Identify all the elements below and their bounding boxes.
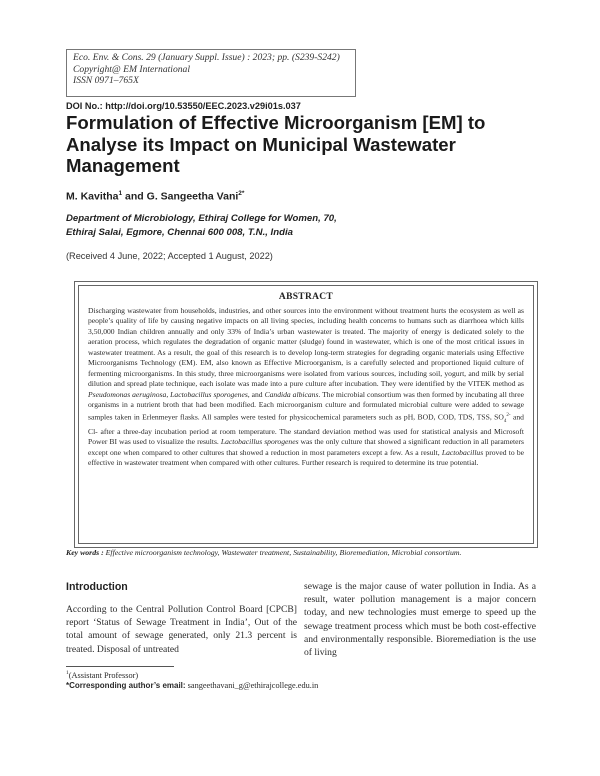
- abstract-part-1: Discharging wastewater from households, industries, and other sources into the environment without treatment hurts the ecosystem as well as people’s quality of life by causing negative impacts on all living species, including health concerns to humans such as diarrhoea which kills 3,50,000 Indian children annually and only 33% of India’s urban wastewater is treated. The majority of energy is dedicated solely to the aeration process, which regulates the degradation of organic matter (sludge) found in wastewater, which is one of the most critical issues in wastewater treatment. As a result, the goal of this research is to develop long-term strategies for degrading organic materials using Effective Microorganisms Technology (EM). EM, also known as Effective Microorganism, is a carefully selected and proportioned liquid culture of fermenting microorganisms. In this study, three microorganisms were isolated from various sources, including soil, yogurt, and milk by serial dilution and spread plate technique, each isolate was made into a pure culture after incubation. They were identified by the VITEK method as: [88, 306, 524, 389]
- sulfate-superscript: 2-: [506, 412, 511, 418]
- received-dates: (Received 4 June, 2022; Accepted 1 August, 2022): [66, 251, 273, 261]
- abstract-part-2: . The microbial consortium was then formed by incubating all three organisms in a nutrient broth that had been modified. Each microorganism culture and formulated microbial culture were added to sewage samples taken in Erlenmeyer flasks. All samples were tested for physicochemical parameters such as pH, BOD, COD, TDS, TSS, SO: [88, 389, 525, 422]
- organism-name: Pseudomonas aeruginosa: [88, 389, 167, 399]
- footnote-mark: 1: [66, 670, 69, 676]
- author-line: [66, 190, 244, 203]
- abstract-heading: ABSTRACT: [278, 292, 334, 302]
- footnote-email-label: *Corresponding author’s email:: [66, 681, 186, 690]
- body-column-left: According to the Central Pollution Control Board [CPCB] report ‘Status of Sewage Treatment in India’, Out of the total amount of sewage generated, only 21.3 percent is treated. Disposal of untreated: [66, 604, 297, 655]
- abstract-sep: ,: [166, 389, 171, 399]
- organism-name: Candida albicans: [264, 389, 319, 399]
- organism-name: Lactobacillus sporogenes: [220, 437, 299, 447]
- footnote-assistant-professor: [66, 670, 138, 680]
- abstract-part-4: was the only culture that showed a significant reduction in all parameters except one when compared to other cultures that showed a reduction in most parameters except a few. As a result,: [88, 437, 525, 457]
- affiliation-line-2: Ethiraj Salai, Egmore, Chennai 600 008, T.N., India: [66, 227, 293, 238]
- paper-title: Formulation of Effective Microorganism [EM] to Analyse its Impact on Municipal Wastewater Management: [66, 112, 486, 176]
- journal-citation-box: [66, 49, 356, 97]
- affiliation: [66, 212, 486, 240]
- author-joiner: and: [122, 190, 147, 203]
- doi-line[interactable]: DOI No.: http://doi.org/10.53550/EEC.2023.v29i01s.037: [66, 101, 301, 111]
- author-1: M. Kavitha: [66, 190, 119, 203]
- journal-copyright: Copyright@ EM International: [73, 63, 191, 75]
- journal-citation: Eco. Env. & Cons. 29 (January Suppl. Issue) : 2023; pp. (S239-S242): [73, 52, 340, 63]
- abstract-part-5: proved to be effective in wastewater treatment when compared with other cultures. Further research is required to determine its true potential.: [88, 447, 525, 468]
- organism-name: Lactobacillus sporogenes: [170, 389, 248, 399]
- keywords: [66, 548, 536, 559]
- section-heading-introduction: Introduction: [66, 581, 128, 593]
- organism-name: Lactobacillus: [441, 447, 484, 457]
- footnote-email-address[interactable]: sangeethavani_g@ethirajcollege.edu.in: [185, 681, 319, 690]
- abstract-body: [88, 306, 524, 469]
- abstract-box: [74, 281, 538, 548]
- abstract-inner-frame: [78, 285, 534, 544]
- keywords-label: Key words :: [66, 548, 104, 557]
- footnote-divider: [66, 666, 174, 667]
- abstract-sep: , and: [247, 389, 265, 399]
- footnote-corresponding-email: [66, 681, 318, 690]
- keywords-text: Effective microorganism technology, Wastewater treatment, Sustainability, Bioremediation, Microbial consortium.: [105, 548, 462, 557]
- abstract-part-3: and Cl- after a three-day incubation period at room temperature. The standard deviation method was used for statistical analysis and Microsoft Power BI was used to visualize the results.: [88, 412, 524, 447]
- footnote-text: (Assistant Professor): [68, 670, 139, 680]
- affiliation-line-1: Department of Microbiology, Ethiraj College for Women, 70,: [66, 213, 337, 224]
- author-1-mark: 1: [118, 190, 123, 197]
- author-2: G. Sangeetha Vani: [146, 190, 239, 203]
- author-2-mark: 2*: [238, 190, 245, 197]
- sulfate-subscript: 4: [503, 418, 507, 424]
- body-column-right: sewage is the major cause of water pollution in India. As a result, water pollution management is a major concern today, and new technologies must emerge to speed up the sewage treatment process which must be both cost-effective and environmentally responsible. Bioremediation is the use of living: [304, 581, 536, 659]
- journal-issn: ISSN 0971–765X: [73, 75, 139, 86]
